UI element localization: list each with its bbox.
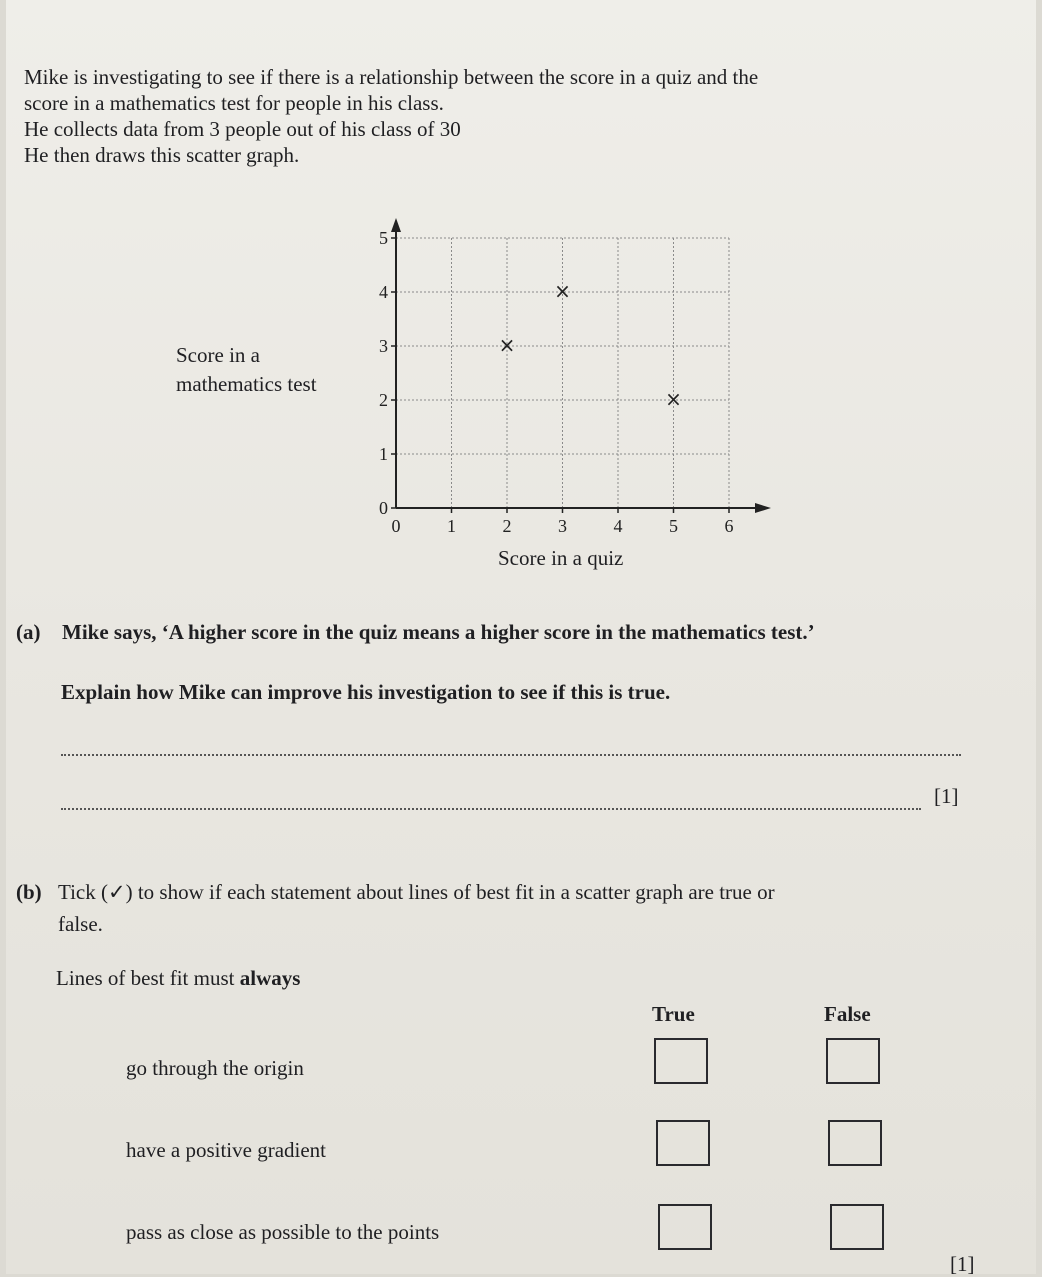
chart-axes bbox=[391, 218, 771, 513]
x-tick-label-6: 6 bbox=[724, 516, 734, 536]
column-header-true: True bbox=[652, 1002, 695, 1026]
x-axis-arrow-icon bbox=[755, 503, 771, 513]
part-b-lead-prefix: Lines of best fit must bbox=[56, 966, 240, 990]
x-tick-label-2: 2 bbox=[502, 516, 512, 536]
y-axis-label-line-2: mathematics test bbox=[176, 372, 317, 396]
x-tick-label-1: 1 bbox=[447, 516, 456, 536]
tick-box-true-1[interactable] bbox=[654, 1038, 708, 1084]
part-b-instruction-line-2: false. bbox=[58, 912, 103, 936]
part-b-label: (b) bbox=[16, 880, 42, 904]
statement-2: have a positive gradient bbox=[126, 1138, 327, 1162]
y-tick-label-0: 0 bbox=[379, 498, 388, 518]
chart-points bbox=[499, 279, 682, 411]
x-tick-label-5: 5 bbox=[669, 516, 678, 536]
tick-box-true-3[interactable] bbox=[658, 1204, 712, 1250]
data-point-3: × bbox=[665, 387, 682, 411]
answer-line-2[interactable] bbox=[61, 808, 921, 810]
x-tick-label-3: 3 bbox=[558, 516, 567, 536]
intro-line-3: He collects data from 3 people out of his class of 30 bbox=[24, 117, 461, 141]
data-point-2: × bbox=[554, 279, 571, 303]
part-b-instruction bbox=[16, 876, 996, 940]
question-intro bbox=[24, 64, 984, 168]
tick-box-false-3[interactable] bbox=[830, 1204, 884, 1250]
y-axis-label bbox=[176, 341, 317, 399]
intro-line-2: score in a mathematics test for people in his class. bbox=[24, 91, 444, 115]
part-a-quote: Mike says, ‘A higher score in the quiz means a higher score in the mathematics test.’ bbox=[62, 620, 815, 644]
part-b-instruction-line-1: Tick (✓) to show if each statement about lines of best fit in a scatter graph are true or bbox=[58, 880, 775, 904]
part-a-marks: [1] bbox=[934, 784, 959, 808]
x-axis-label: Score in a quiz bbox=[498, 546, 624, 570]
y-tick-label-5: 5 bbox=[379, 228, 388, 248]
part-b-lead bbox=[56, 966, 300, 991]
part-a-statement bbox=[16, 620, 815, 645]
column-header-false: False bbox=[824, 1002, 871, 1026]
y-tick-label-3: 3 bbox=[379, 336, 388, 356]
part-a-instruction: Explain how Mike can improve his investigation to see if this is true. bbox=[61, 680, 671, 704]
tick-box-false-2[interactable] bbox=[828, 1120, 882, 1166]
statement-1: go through the origin bbox=[126, 1056, 304, 1080]
y-tick-label-2: 2 bbox=[379, 390, 388, 410]
scatter-graph bbox=[356, 210, 776, 540]
part-b-marks: [1] bbox=[950, 1252, 975, 1276]
exam-page bbox=[6, 0, 1036, 1274]
x-tick-label-0: 0 bbox=[391, 516, 401, 536]
y-axis-label-line-1: Score in a bbox=[176, 343, 260, 367]
part-b-lead-emphasis: always bbox=[239, 966, 301, 990]
intro-line-4: He then draws this scatter graph. bbox=[24, 143, 300, 167]
y-axis-arrow-icon bbox=[391, 218, 401, 232]
statement-3: pass as close as possible to the points bbox=[126, 1220, 440, 1244]
data-point-1: × bbox=[498, 333, 516, 357]
tick-box-false-1[interactable] bbox=[826, 1038, 880, 1084]
y-tick-label-1: 1 bbox=[379, 444, 388, 464]
y-tick-label-4: 4 bbox=[379, 282, 388, 302]
chart-ticks bbox=[379, 228, 734, 536]
answer-line-1[interactable] bbox=[61, 754, 961, 756]
part-a-label: (a) bbox=[16, 620, 41, 644]
intro-line-1: Mike is investigating to see if there is a relationship between the score in a quiz and the bbox=[24, 65, 759, 89]
tick-box-true-2[interactable] bbox=[656, 1120, 710, 1166]
x-tick-label-4: 4 bbox=[613, 516, 623, 536]
